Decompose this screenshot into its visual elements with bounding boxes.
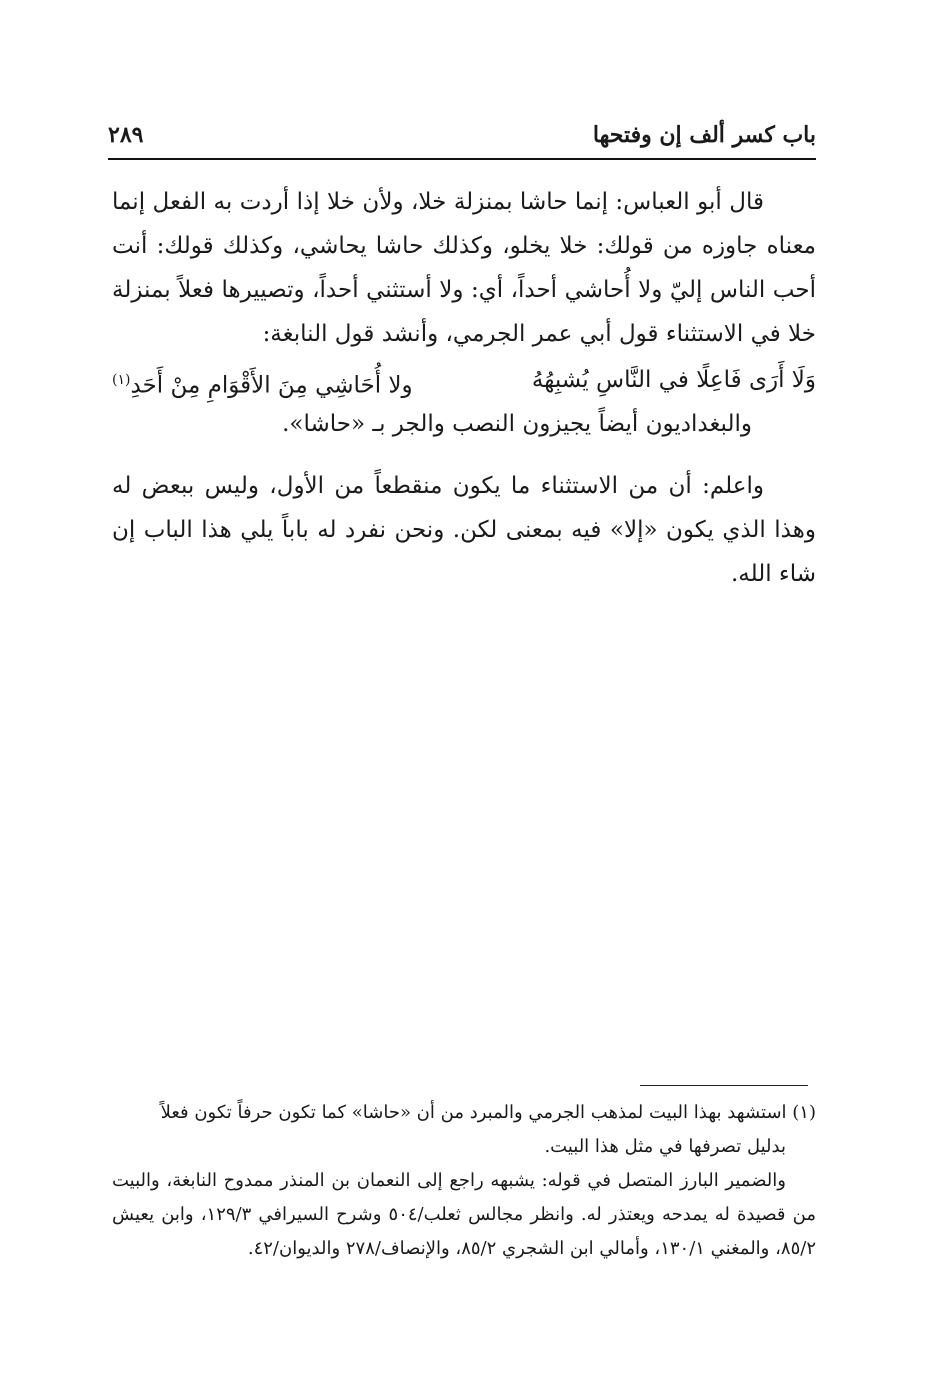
paragraph-baghdadis: والبغداديون أيضاً يجيزون النصب والجر بـ «حاشا». — [282, 411, 752, 437]
poetry-verse — [112, 358, 816, 402]
footnote-1-line-2: بدليل تصرفها في مثل هذا البيت. — [544, 1136, 786, 1157]
main-text — [112, 180, 816, 596]
paragraph-waalam: واعلم: أن من الاستثناء ما يكون منقطعاً من الأول، وليس ببعض له وهذا الذي يكون «إلا» فيه بمعنى لكن. ونحن نفرد له باباً يلي هذا الباب إن شاء الله. — [112, 473, 816, 587]
chapter-title: باب كسر ألف إن وفتحها — [592, 122, 816, 148]
running-header — [108, 118, 816, 160]
verse-second-hemistich — [112, 358, 413, 408]
footnote-divider — [640, 1085, 808, 1086]
header-divider — [108, 158, 816, 160]
verse-second-hemistich-text: ولا أُحَاشِي مِنَ الأَقْوَامِ مِنْ أَحَدِ — [130, 372, 413, 399]
footnote-1-commentary: والضمير البارز المتصل في قوله: يشبهه راجع إلى النعمان بن المنذر ممدوح النابغة، والبيت من قصيدة له يمدحه ويعتذر له. وانظر مجالس ثعلب/٥٠٤ وشرح السيرافي ١٢٩/٣، وابن يعيش ٨٥/٢، والمغني ١٣٠/١، وأمالي ابن الشجري ٨٥/٢، والإنصاف/٢٧٨ والديوان/٤٢. — [112, 1170, 816, 1259]
paragraph-abu-al-abbas: قال أبو العباس: إنما حاشا بمنزلة خلا، ولأن خلا إذا أردت به الفعل إنما معناه جاوزه من قولك: خلا يخلو، وكذلك حاشا يحاشي، وكذلك قولك: أنت أحب الناس إليّ ولا أُحاشي أحداً، أي: ولا أستثني أحداً، وتصييرها فعلاً بمنزلة خلا في الاستثناء قول أبي عمر الجرمي، وأنشد قول النابغة: — [112, 189, 816, 347]
footnote-marker: (١) — [112, 372, 131, 388]
verse-first-hemistich: وَلَا أَرَى فَاعِلًا في النَّاسِ يُشبِهُهُ — [531, 367, 816, 393]
page-number: ٢٨٩ — [108, 122, 144, 148]
footnote-1-line-1: (١) استشهد بهذا البيت لمذهب الجرمي والمبرد من أن «حاشا» كما تكون حرفاً تكون فعلاً — [160, 1102, 816, 1123]
footnotes — [112, 1096, 816, 1266]
